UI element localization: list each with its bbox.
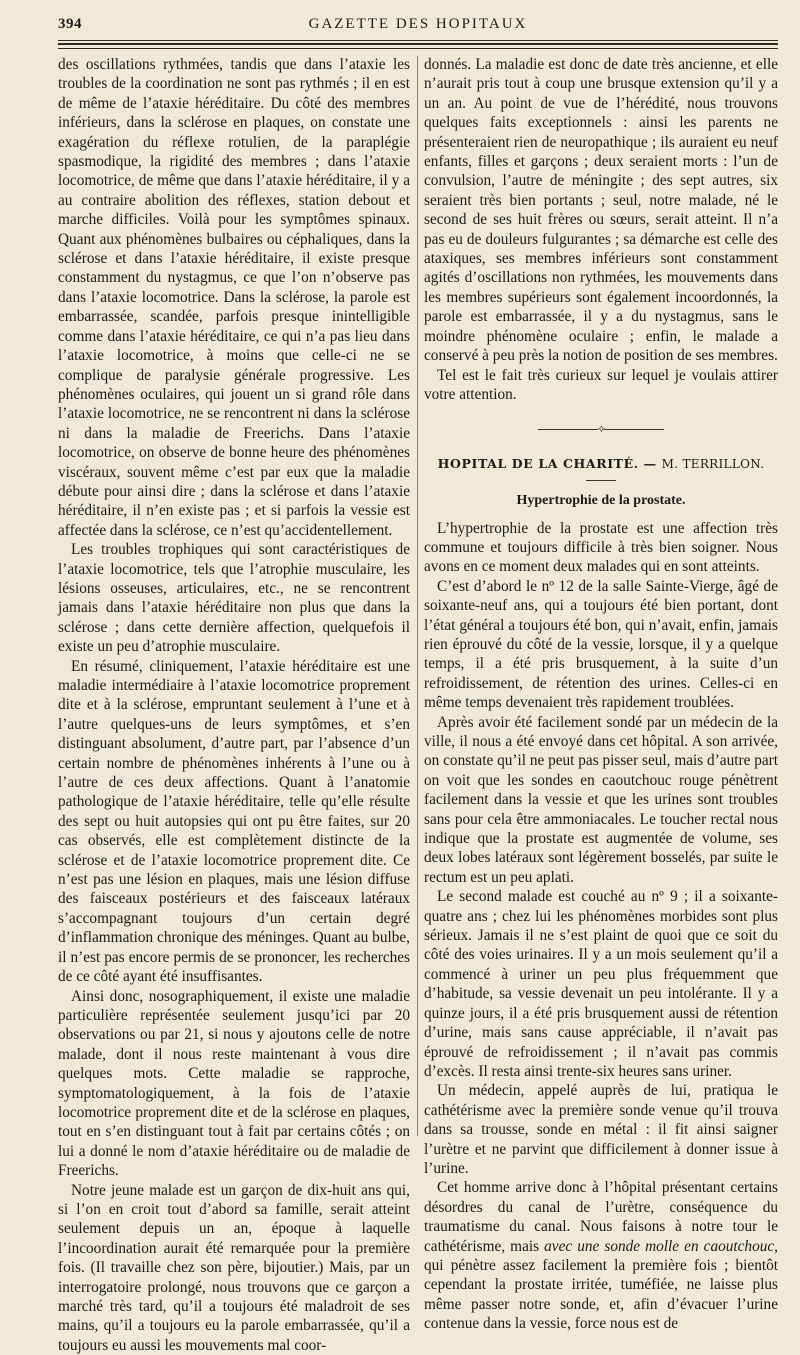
left-paragraph-1: des oscillations rythmées, tandis que dans l’ataxie les troubles de la coordination ne sont pas rythmés ; il en est de même de l’ataxie héréditaire. Du côté des membres inférieurs, dans la sclérose en plaques, on constate une exagération du réflexe rotulien, de la paraplégie spasmodique, la rigidité des membres ; dans l’ataxie locomotrice, de même que dans l’ataxie héréditaire, il y a au contraire abolition des réflexes, station debout et marche difficiles. Voilà pour les symptômes spinaux. Quant aux phénomènes bulbaires ou céphaliques, dans la sclérose et dans l’ataxie héréditaire, il existe presque constamment du nystagmus, ce que l’on n’observe pas dans l’ataxie locomotrice. Dans la sclérose, la parole est embarrassée, scandée, parfois presque inintelligible comme dans l’ataxie héréditaire, ce qui n’a pas lieu dans l’ataxie locomotrice, à moins que celle-ci ne se complique de paralysie générale progressive. Les phénomènes oculaires, qui jouent un si grand rôle dans l’ataxie locomotrice, ne se rencontrent ni dans la sclérose ni dans la maladie de Freerichs. Dans l’ataxie locomotrice, on observe de bonne heure des phénomènes viscéraux, souvent même c’est par eux que la maladie débute pour ainsi dire ; dans la sclérose et dans l’ataxie héréditaire, il n’en existe pas ; et si parfois la vessie est affectée dans la sclérose, ce n’est qu’accidentellement. bbox=[58, 56, 410, 539]
right-column bbox=[424, 55, 778, 1334]
right-paragraph-6-start: Cet homme arrive donc à l’hôpital présentant certains désordres du canal de l’urètre, conséquence du traumatisme du canal. Nous faisons à notre tour le cathétérisme, mais bbox=[424, 1179, 778, 1255]
right-paragraph-3: Après avoir été facilement sondé par un médecin de la ville, il nous a été envoyé dans cet hôpital. A son arrivée, on constate qu’il ne peut pas pisser seul, mais d’autre part on voit que les sondes en caoutchouc rouge pénètrent facilement dans la vessie et que les urines sont troubles sans pour cela être ammoniacales. Le toucher rectal nous indique que la prostate est augmentée de volume, ses deux lobes latéraux sont légèrement bosselés, par suite le rectum est un peu aplati. bbox=[424, 713, 778, 886]
right-closing-paragraph: Tel est le fait très curieux sur lequel je voulais attirer votre attention. bbox=[424, 366, 778, 403]
left-paragraph-2: Les troubles trophiques qui sont caractéristiques de l’ataxie locomotrice, tels que l’atrophie musculaire, les lésions osseuses, articulaires, etc., ne se rencontrent jamais dans l’ataxie héréditaire non plus que dans la sclérose ; dans cette dernière affection, quelquefois il existe un peu d’atrophie musculaire. bbox=[58, 541, 410, 656]
header-rule-thin bbox=[58, 40, 778, 41]
page-header bbox=[58, 16, 778, 38]
left-column bbox=[58, 55, 410, 1355]
section-heading bbox=[424, 454, 778, 474]
section-short-rule bbox=[586, 480, 616, 481]
right-paragraph-5: Un médecin, appelé auprès de lui, pratiqua le cathétérisme avec la première sonde venue qu’il trouva dans sa trousse, sonde en métal : il fit ainsi saigner l’urètre et ne parvint que difficilement à donner issue à l’urine. bbox=[424, 1082, 778, 1177]
right-paragraph-6-italic: avec une sonde molle en caoutchouc, bbox=[544, 1237, 778, 1255]
section-author: M. TERRILLON. bbox=[661, 456, 765, 471]
right-paragraph-6 bbox=[424, 1178, 778, 1333]
left-paragraph-5: Notre jeune malade est un garçon de dix-huit ans qui, si l’on en croit tout d’abord sa famille, serait atteint seulement depuis un an, époque à laquelle l’incoordination aurait été remarquée pour la première fois. (Il travaille chez son père, bijoutier.) Mais, par un interrogatoire prolongé, nous trouvons que ce garçon a marché très tard, qu’il a toujours été maladroit de ses mains, qu’il a toujours eu la parole embarrassée, qu’il a toujours eu aussi les mouvements mal coor- bbox=[58, 1181, 410, 1354]
right-paragraph-2: C’est d’abord le nº 12 de la salle Sainte-Vierge, âgé de soixante-neuf ans, qui a toujours été bien portant, dont l’état général a toujours été bon, qui n’avait, enfin, jamais rien éprouvé du côté de la vessie, lorsque, il y a quelque temps, il a été pris brusquement, à la suite d’un refroidissement, de rétention des urines. Celles-ci en même temps devenaient très rapidement troublées. bbox=[424, 577, 778, 712]
right-paragraph-6-end: qui pénètre assez facilement la première fois ; bientôt cependant la prostate irritée, tuméfiée, ne laisse plus même passer notre sonde, et, afin d’évacuer l’urine contenue dans la vessie, force nous est de bbox=[424, 1256, 778, 1333]
header-rule-bottom bbox=[58, 48, 778, 49]
right-paragraph-4: Le second malade est couché au nº 9 ; il a soixante-quatre ans ; chez lui les phénomènes morbides sont plus sérieux. Jamais il ne s’est plaint de quoi que ce soit du côté des voies urinaires. Il y a un mois seulement qu’il a commencé à uriner un peu plus fréquemment que d’habitude, sa vessie devenait un peu intolérante. Il y a quinze jours, il a été pris brusquement aussi de rétention d’urine, mais sans cause appréciable, il n’avait pas éprouvé de refroidissement ; il n’avait pas commis d’excès. Il resta ainsi trente-six heures sans uriner. bbox=[424, 888, 778, 1080]
section-hospital-name: HOPITAL DE LA CHARITÉ. — bbox=[437, 455, 657, 471]
article-title: Hypertrophie de la prostate. bbox=[516, 493, 686, 509]
left-paragraph-3: En résumé, cliniquement, l’ataxie héréditaire est une maladie intermédiaire à l’ataxie locomotrice proprement dite et à la sclérose, empruntant seulement à l’une et à l’autre quelques-uns de leurs symptômes, et s’en distinguant absolument, d’autre part, par l’absence d’un certain nombre de phénomènes inhérents à l’une ou à l’autre de ces deux affections. Quant à l’anatomie pathologique de l’ataxie héréditaire, telle qu’elle résulte des sept ou huit autopsies qui ont pu être faites, sur 20 cas observés, elle est complètement distincte de la sclérose et de l’ataxie locomotrice proprement dite. Ce n’est pas une lésion en plaques, mais une lésion diffuse des faisceaux postérieurs et des faisceaux latéraux s’accompagnant toujours d’un certain degré d’inflammation chronique des méninges. Quant au bulbe, il n’est pas encore permis de se prononcer, les recherches de ce côté ayant été insuffisantes. bbox=[58, 657, 410, 986]
journal-title: GAZETTE DES HOPITAUX bbox=[308, 16, 528, 32]
section-ornament: ⟡ bbox=[424, 420, 778, 439]
right-intro-paragraph: donnés. La maladie est donc de date très ancienne, et elle n’aurait pris tout à coup une brusque extension qu’il y a un an. Au point de vue de l’hérédité, nous trouvons quelques faits exceptionnels : ainsi les parents ne présenteraient rien de neuropathique ; ils auraient eu neuf enfants, filles et garçons ; deux seraient morts : l’un de convulsion, l’autre de méningite ; des sept autres, six seraient très bien portants ; seul, notre malade, né le second de ses huit frères ou sœurs, serait atteint. Il n’a pas eu de douleurs fulgurantes ; sa démarche est celle des ataxiques, ses membres inférieurs sont constamment agités d’oscillations non rythmées, les mouvements dans les membres supérieurs sont également incoordonnés, la parole est embarrassée, il y a du nystagmus, sans le moindre phénomène oculaire ; enfin, le malade a conservé à peu près la notion de position de ses membres. bbox=[424, 56, 778, 365]
left-paragraph-4: Ainsi donc, nosographiquement, il existe une maladie particulière représentée seulement jusqu’ici par 20 observations ou par 21, si nous y ajoutons celle de notre malade, dont il nous reste maintenant à vous dire quelques mots. Cette maladie se rapproche, symptomatologiquement, à la fois de l’ataxie locomotrice proprement dite et de la sclérose en plaques, tout en s’en distinguant tout à fait par certains côtés ; on lui a donné le nom d’ataxie héréditaire ou de maladie de Freerichs. bbox=[58, 987, 410, 1180]
right-paragraph-1: L’hypertrophie de la prostate est une affection très commune et toujours difficile à très bien soigner. Nous avons en ce moment deux malades qui en sont atteints. bbox=[424, 519, 778, 576]
page-number: 394 bbox=[58, 16, 82, 32]
column-separator bbox=[417, 56, 418, 1136]
header-rule-thick bbox=[58, 43, 778, 45]
